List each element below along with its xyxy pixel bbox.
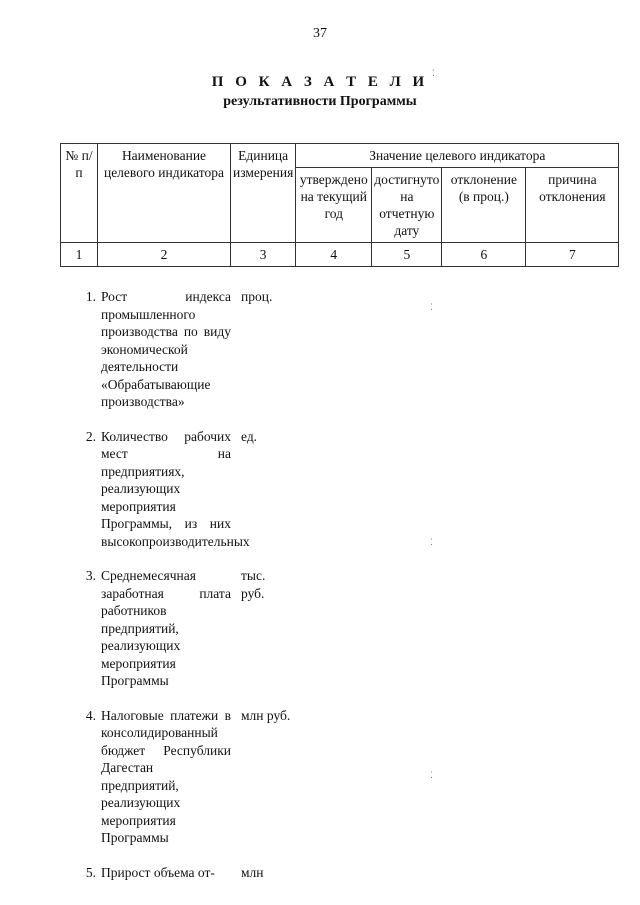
scan-speck: ⁚ xyxy=(432,68,435,78)
page-number: 37 xyxy=(313,26,327,41)
indicator-table-header xyxy=(60,143,619,267)
row-number: 1. xyxy=(85,289,96,304)
table-row xyxy=(60,864,605,882)
indicator-rows xyxy=(60,288,605,898)
column-number: 7 xyxy=(526,243,619,267)
table-row xyxy=(60,428,605,551)
column-number: 5 xyxy=(372,243,442,267)
scan-speck: ⁚ xyxy=(430,770,433,780)
column-number: 1 xyxy=(61,243,98,267)
table-row xyxy=(60,707,605,847)
row-unit: млн xyxy=(241,864,264,880)
header-reason: причина отклонения xyxy=(526,168,619,243)
header-approved: утверждено на текущий год xyxy=(296,168,372,243)
row-indicator-name: Количество рабочих мест на предприятиях, реализующих мероприятия Программы, из них высокопроизводительных xyxy=(101,428,250,549)
header-name: Наименование целевого индикатора xyxy=(98,144,231,243)
row-indicator-name: Налоговые платежи в консолидированный бюджет Республики Дагестан предприятий, реализующих мероприятия Программы xyxy=(101,707,231,845)
header-value-group: Значение целевого индикатора xyxy=(296,144,619,168)
header-num: № п/п xyxy=(61,144,98,243)
column-number: 2 xyxy=(98,243,231,267)
row-number: 5. xyxy=(85,864,96,880)
row-number: 4. xyxy=(85,707,96,723)
table-row xyxy=(60,288,605,411)
row-unit: проц. xyxy=(241,289,273,304)
header-deviation: отклонение (в проц.) xyxy=(442,168,526,243)
header-achieved: достигнуто на отчетную дату xyxy=(372,168,442,243)
row-number: 3. xyxy=(85,568,96,583)
row-number: 2. xyxy=(85,428,96,444)
scan-speck: ⁚ xyxy=(430,537,433,547)
document-subtitle: результативности Программы xyxy=(223,94,417,109)
table-row xyxy=(60,567,605,690)
column-number: 3 xyxy=(231,243,296,267)
column-number: 4 xyxy=(296,243,372,267)
scan-speck: ⁚ xyxy=(430,302,433,312)
column-number: 6 xyxy=(442,243,526,267)
row-indicator-name: Рост индекса промышленного производства по виду экономической деятельности «Обрабатывающие производства» xyxy=(101,289,231,409)
row-indicator-name: Прирост объема от- xyxy=(101,864,215,880)
document-title: П О К А З А Т Е Л И xyxy=(211,74,429,90)
row-unit: тыс. руб. xyxy=(241,568,266,601)
row-indicator-name: Среднемесячная заработная плата работников предприятий, реализующих мероприятия Программы xyxy=(101,568,231,688)
header-unit: Единица измерения xyxy=(231,144,296,243)
row-unit: ед. xyxy=(241,428,258,444)
row-unit: млн руб. xyxy=(241,707,291,723)
